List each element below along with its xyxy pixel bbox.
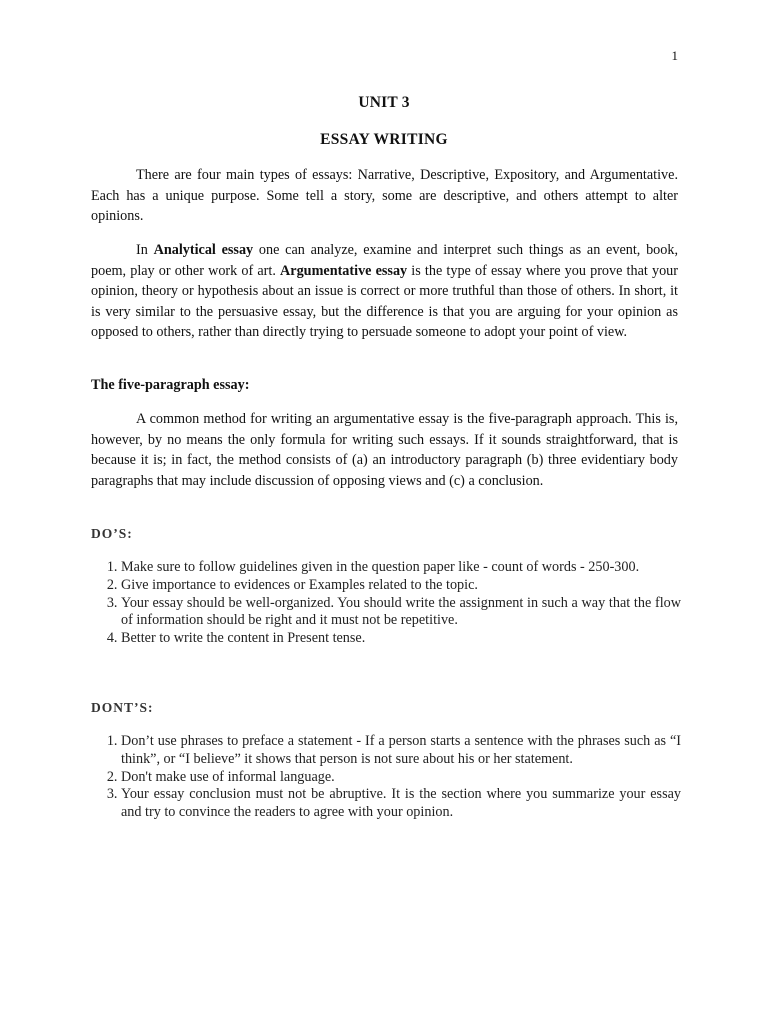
analysis-lead: In: [136, 242, 154, 258]
five-paragraph-heading: The five-paragraph essay:: [91, 377, 250, 393]
donts-heading: DONT’S:: [91, 700, 154, 715]
intro-paragraph: [91, 165, 678, 227]
essay-title: ESSAY WRITING: [320, 131, 448, 148]
analysis-text-1: one can analyze, examine and interpret such things as an event, book, poem, play or other work of art.: [91, 242, 679, 279]
list-item: 2. Don't make use of informal language.: [121, 769, 681, 787]
analytical-essay-term: Analytical essay: [153, 242, 254, 258]
list-item: 2. Give importance to evidences or Examples related to the topic.: [121, 577, 681, 595]
list-item: 3. Your essay should be well-organized. You should write the assignment in such a way that the flow of information should be right and it must not be repetitive.: [121, 595, 681, 631]
analysis-paragraph: [91, 240, 678, 343]
list-item: 4. Better to write the content in Present tense.: [121, 630, 681, 648]
donts-list: [91, 733, 681, 822]
dos-heading: DO’S:: [91, 526, 133, 541]
list-item: 3. Your essay conclusion must not be abruptive. It is the section where you summarize your essay and try to convince the readers to agree with your opinion.: [121, 786, 681, 822]
page-number: 1: [671, 48, 678, 63]
argumentative-essay-term: Argumentative essay: [280, 262, 408, 279]
list-item: 1. Make sure to follow guidelines given in the question paper like - count of words - 250-300.: [121, 559, 681, 577]
unit-title: UNIT 3: [358, 94, 410, 111]
five-paragraph-body: A common method for writing an argumentative essay is the five-paragraph approach. This is, however, by no means the only formula for writing such essays. If it sounds straightforward, that is because it is; in fact, the method consists of (a) an introductory paragraph (b) three evidentiary body paragraphs that may include discussion of opposing views and (c) a conclusion.: [91, 411, 678, 489]
list-item: 1. Don’t use phrases to preface a statement - If a person starts a sentence with the phrases such as “I think”, or “I believe” it shows that person is not sure about his or her statement.: [121, 733, 681, 769]
five-paragraph-text: [91, 409, 678, 491]
analysis-text-2: is the type of essay where you prove that your opinion, theory or hypothesis about an issue is correct or more truthful than those of others. In short, it is very similar to the persuasive essay, but the difference is that you are arguing for your opinion as opposed to others, rather than directly trying to persuade someone to adopt your point of view.: [91, 262, 678, 341]
intro-paragraph-text: There are four main types of essays: Narrative, Descriptive, Expository, and Argumentative. Each has a unique purpose. Some tell a story, some are descriptive, and others attempt to alter opinions.: [91, 167, 678, 225]
dos-list: [91, 559, 681, 648]
